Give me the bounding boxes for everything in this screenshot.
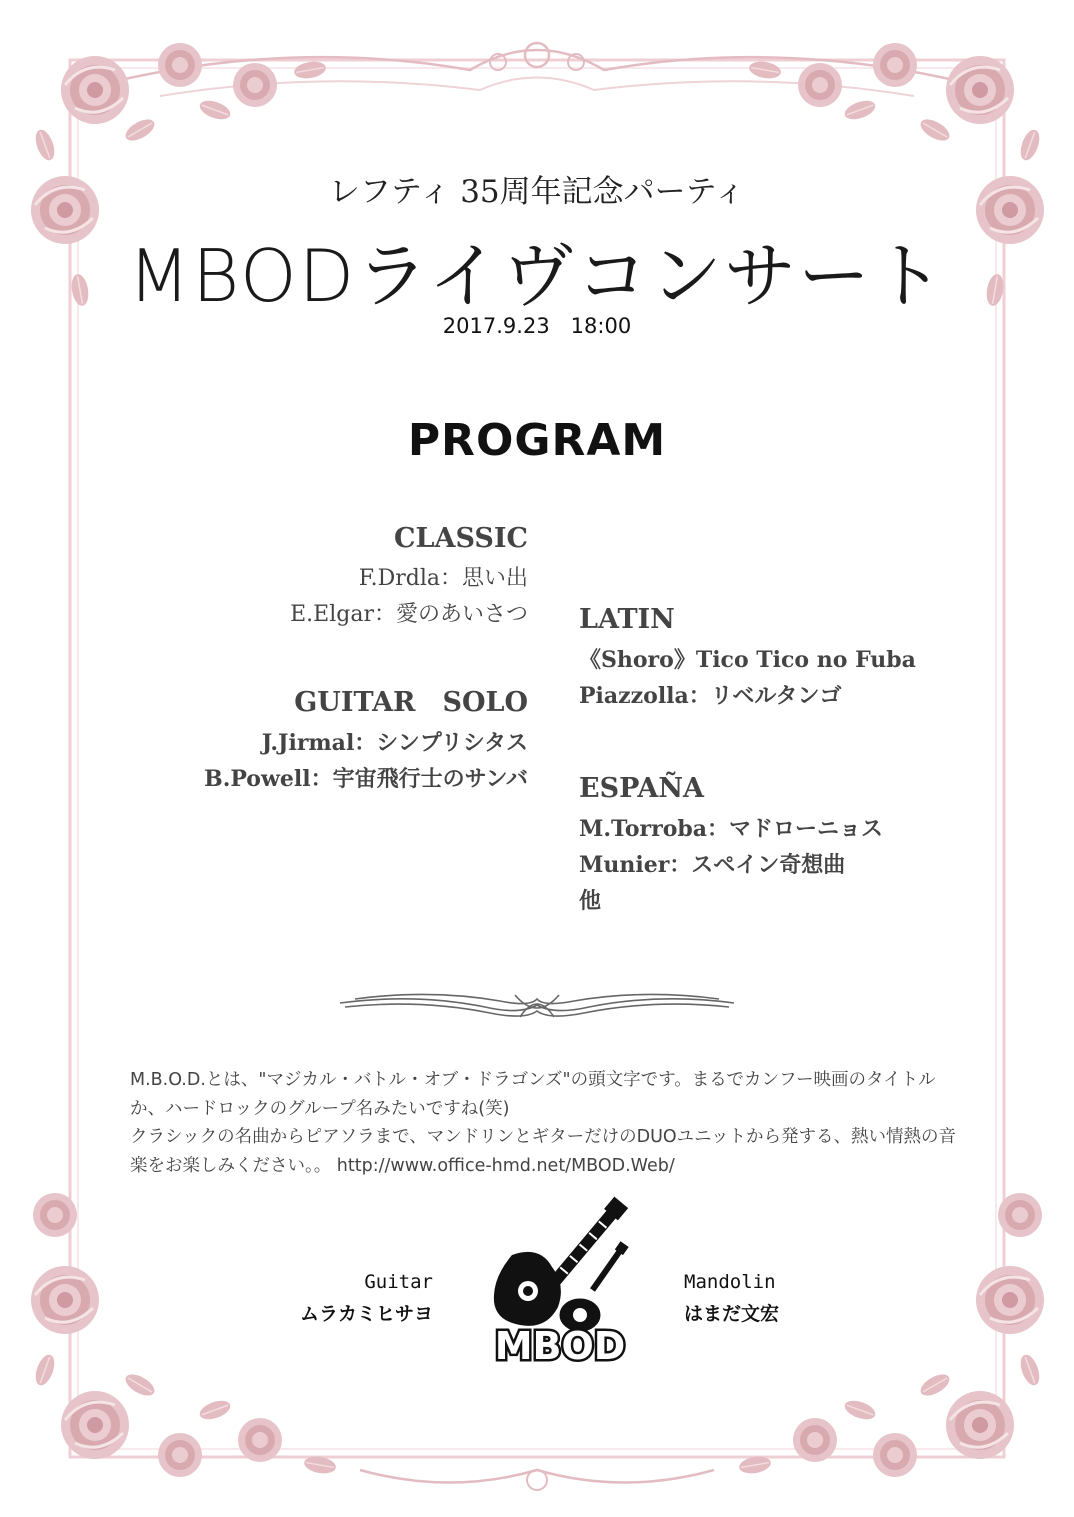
- guitar-name: ムラカミヒサヨ: [299, 1303, 433, 1325]
- guitar-role: Guitar: [364, 1271, 433, 1293]
- classic-item: F.Drdla：思い出: [358, 566, 528, 591]
- program-heading: PROGRAM: [407, 415, 667, 466]
- guitar-solo-section: [204, 686, 528, 797]
- ornament-divider: [335, 985, 739, 1025]
- espana-item: 他: [579, 888, 602, 914]
- latin-section: [579, 603, 916, 714]
- event-subtitle: レフティ 35周年記念パーティ: [328, 174, 746, 210]
- classic-heading: CLASSIC: [394, 523, 528, 554]
- classic-item: E.Elgar：愛のあいさつ: [290, 602, 528, 627]
- guitar-solo-heading: GUITAR SOLO: [294, 687, 528, 718]
- guitar-mandolin-icon: [480, 1195, 640, 1370]
- espana-item: Munier：スペイン奇想曲: [579, 852, 846, 878]
- event-datetime: 2017.9.23 18:00: [442, 314, 632, 338]
- classic-section: [290, 522, 528, 633]
- espana-heading: ESPAÑA: [579, 773, 704, 804]
- guitar-solo-item: B.Powell：宇宙飛行士のサンバ: [204, 766, 528, 792]
- latin-item: 《Shoro》Tico Tico no Fuba: [579, 647, 916, 673]
- description-note: [130, 1066, 970, 1180]
- espana-item: M.Torroba：マドローニョス: [579, 816, 884, 842]
- note-line: クラシックの名曲からピアソラまで、マンドリンとギターだけのDUOユニットから発する、熱い情熱の音楽をお楽しみください。。 http://www.office-hmd.net/MBOD.Web/: [130, 1127, 956, 1176]
- guitar-solo-item: J.Jirmal：シンプリシタス: [261, 730, 528, 756]
- logo-text: MBOD: [494, 1324, 626, 1368]
- mandolin-role: Mandolin: [684, 1271, 776, 1293]
- espana-section: [579, 772, 883, 919]
- latin-item: Piazzolla：リベルタンゴ: [579, 683, 842, 709]
- guitar-performer: [300, 1266, 433, 1330]
- note-line: M.B.O.D.とは、"マジカル・バトル・オブ・ドラゴンズ"の頭文字です。まるでカンフー映画のタイトルか、ハードロックのグループ名みたいですね(笑): [130, 1070, 936, 1119]
- page-title: MBODライヴコンサート: [128, 234, 946, 318]
- mandolin-performer: [684, 1266, 779, 1330]
- mandolin-name: はまだ文宏: [684, 1303, 780, 1325]
- latin-heading: LATIN: [579, 604, 675, 635]
- mbod-logo: [480, 1195, 640, 1370]
